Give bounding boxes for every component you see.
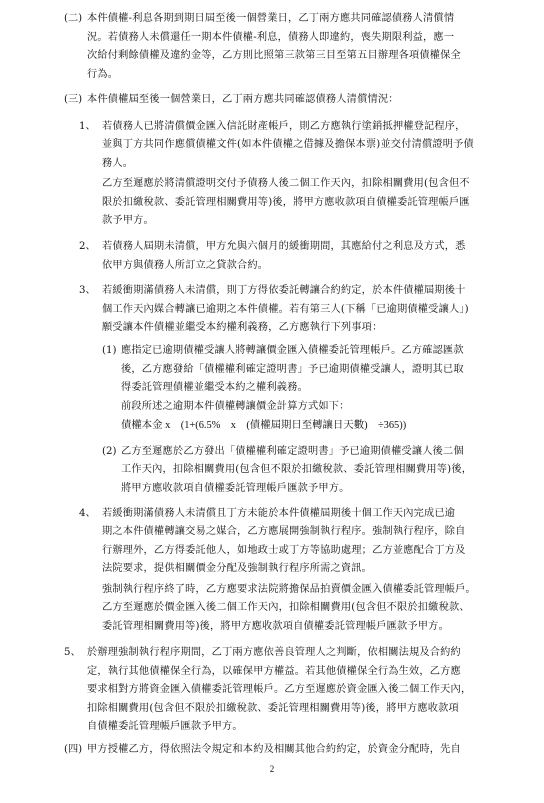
text-line: 況。若債務人未償還任一期本件債權-利息，債務人即違約，喪失期限利益，應一 [87, 31, 455, 43]
text-line: 法院要求，提供相關價金分配及強制執行程序所需之資訊。 [102, 563, 373, 575]
text-line: 甲方授權乙方，得依照法令規定和本約及相關其他合約約定，於資金分配時，先自 [87, 744, 461, 756]
text-line: 後，乙方應發給「債權權利確定證明書」予已逾期債權受讓人，證明其已取 [121, 363, 464, 375]
sub-item-marker: (1) [102, 345, 117, 357]
text-line: 工作天內，扣除相關費用(包含但不限於扣繳稅款、委託管理相關費用等)後， [121, 464, 473, 476]
text-line: 前段所述之逾期本件債權轉讓價金計算方式如下： [121, 401, 350, 412]
price-formula: 債權本金 x (1+(6.5% x (債權屆期日至轉讓日天數) ÷365)) [121, 419, 407, 431]
text-line: 期之本件債權轉讓交易之媒合，乙方應展開強制執行程序。強制執行程序，除自 [102, 526, 466, 538]
text-line: 限於扣繳稅款、委託管理相關費用等)後，將甲方應收款項自債權委託管理帳戶匯 [102, 196, 470, 208]
clause-marker: (二) [64, 13, 83, 24]
text-line: 若緩衝期滿債務人未清償且丁方未能於本件債權屆期後十個工作天內完成已逾 [102, 507, 456, 519]
text-line: 本件債權-利息各期到期日屆至後一個營業日，乙丁兩方應共同確認債務人清償情 [87, 13, 455, 24]
text-line: 行辦理外，乙方得委託他人，如地政士或丁方等協助處理；乙方並應配合丁方及 [102, 544, 466, 556]
text-line: 若債務人屆期未清償，甲方允與六個月的緩衝期間，其應給付之利息及方式，悉 [102, 241, 466, 253]
text-line: 並與丁方共同作應償債權文件(如本件債權之借據及擔保本票)並交付清償證明予債 [102, 139, 474, 151]
text-line: 依甲方與債務人所訂立之貸款合約。 [102, 259, 269, 271]
text-line: 乙方至遲應於將清償證明交付予債務人後二個工作天內，扣除相關費用(包含但不 [102, 178, 470, 190]
item-marker: 2、 [79, 241, 96, 253]
text-line: 應指定已逾期債權受讓人將轉讓價金匯入債權委託管理帳戶。乙方確認匯款 [121, 345, 464, 357]
item-marker: 3、 [79, 285, 96, 296]
text-line: 款予甲方。 [102, 215, 154, 227]
text-line: 個工作天內媒合轉讓已逾期之本件債權。若有第三人(下稱「已逾期債權受讓人」) [102, 303, 469, 315]
text-line: 若緩衝期滿債務人未清償，則丁方得依委託轉讓合約約定，於本件債權屆期後十 [102, 285, 466, 296]
text-line: 強制執行程序終了時，乙方應要求法院將擔保品拍賣價金匯入債權委託管理帳戶。 [102, 583, 476, 595]
text-line: 委託管理相關費用等)後，將甲方應收款項自債權委託管理帳戶匯款予甲方。 [102, 621, 449, 632]
text-line: 若債務人已將清償價金匯入信託財產帳戶，則乙方應執行塗銷抵押權登記程序， [102, 120, 466, 132]
text-line: 得委託管理債權並繼受本約之權利義務。 [121, 382, 308, 394]
text-line: 本件債權屆至後一個營業日，乙丁兩方應共同確認債務人清償情況： [87, 93, 399, 105]
text-line: 扣除相關費用(包含但不限於扣繳稅款、委託管理相關費用等)後，將甲方應收款項 [87, 702, 459, 714]
text-line: 自債權委託管理帳戶匯款予甲方。 [87, 721, 243, 733]
text-line: 要求相對方將資金匯入債權委託管理帳戶。乙方至遲應於資金匯入後二個工作天內， [87, 684, 472, 696]
text-line: 務人。 [102, 157, 134, 169]
text-line: 願受讓本件債權並繼受本約權利義務，乙方應執行下列事項： [102, 322, 383, 334]
sub-item-marker: (2) [102, 445, 117, 457]
item-marker: 5、 [64, 647, 81, 658]
text-line: 行為。 [87, 68, 119, 80]
clause-marker: (三) [64, 93, 83, 105]
text-line: 乙方至遲應於乙方發出「債權權利確定證明書」予已逾期債權受讓人後二個 [121, 445, 464, 457]
text-line: 定，執行其他債權保全行為，以確保甲方權益。若其他債權保全行為生效，乙方應 [87, 665, 461, 677]
item-marker: 1、 [79, 120, 96, 132]
item-marker: 4、 [79, 507, 96, 519]
text-line: 乙方至遲應於價金匯入後二個工作天內，扣除相關費用(包含但不限於扣繳稅款、 [102, 602, 470, 614]
clause-marker: (四) [64, 744, 83, 756]
text-line: 將甲方應收款項自債權委託管理帳戶匯款予甲方。 [121, 482, 350, 494]
text-line: 於辦理強制執行程序期間，乙丁兩方應依善良管理人之判斷，依相關法規及合約約 [87, 647, 461, 658]
text-line: 次給付剩餘債權及違約金等，乙方則比照第三款第三目至第五目辦理各項債權保全 [87, 50, 461, 62]
page-number: 2 [269, 764, 275, 774]
